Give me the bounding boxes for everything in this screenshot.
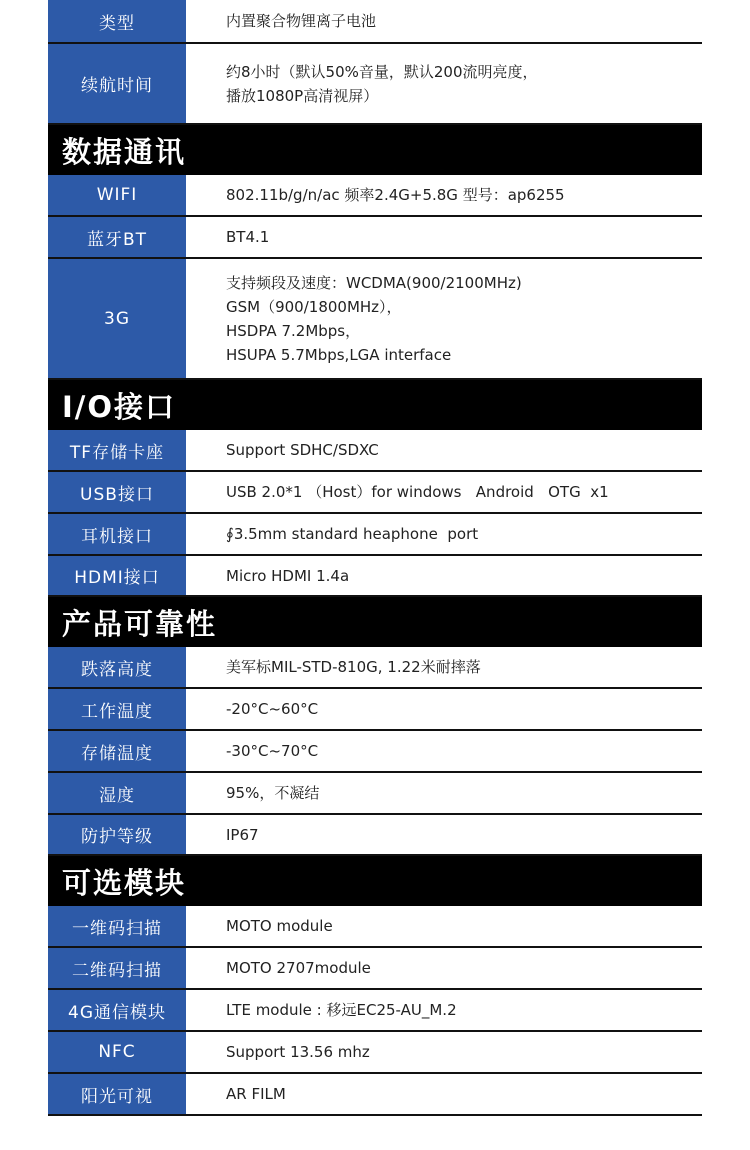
spec-label: 续航时间 [48,44,188,123]
spec-value [188,1074,702,1114]
spec-value [188,0,702,42]
spec-value [188,990,702,1030]
spec-label: 工作温度 [48,689,188,729]
spec-label: 存储温度 [48,731,188,771]
spec-value [188,430,702,470]
spec-label: 蓝牙BT [48,217,188,257]
spec-value [188,472,702,512]
spec-value-line: GSM（900/1800MHz）， [226,297,402,316]
spec-row-humidity [48,773,702,815]
spec-value-line: -30°C~70°C [226,742,319,760]
spec-value [188,906,702,946]
spec-value-line: 802.11b/g/n/ac 频率2.4G+5.8G 型号：ap6255 [226,186,565,204]
spec-value-line: MOTO module [226,917,333,935]
spec-value [188,175,702,215]
spec-value [188,647,702,687]
section-header-optional-modules: 可选模块 [48,856,702,906]
spec-value-line: MOTO 2707module [226,959,371,977]
spec-value [188,815,702,854]
spec-value-line: BT4.1 [226,228,270,246]
spec-label: 防护等级 [48,815,188,854]
spec-value [188,948,702,988]
spec-sheet [48,0,702,1116]
spec-value-line: 95%，不凝结 [226,784,320,802]
spec-label: USB接口 [48,472,188,512]
spec-value [188,773,702,813]
spec-value-line: 内置聚合物锂离子电池 [226,12,377,30]
spec-value-line: HSUPA 5.7Mbps,LGA interface [226,345,452,364]
spec-value [188,217,702,257]
section-header-io: I/O接口 [48,380,702,430]
spec-row-1d-scanner [48,906,702,948]
section-header-reliability: 产品可靠性 [48,597,702,647]
spec-value-line: USB 2.0*1 （Host）for windows Android OTG x1 [226,483,609,501]
spec-row-storage-temp [48,731,702,773]
spec-value-line: 播放1080P高清视屏） [226,86,379,105]
spec-row-wifi [48,175,702,217]
spec-value-line: AR FILM [226,1085,286,1103]
spec-label: 3G [48,259,188,378]
spec-value [188,1032,702,1072]
spec-label: WIFI [48,175,188,215]
spec-value [188,44,702,123]
spec-value-line: -20°C~60°C [226,700,319,718]
spec-value-line: Support 13.56 mhz [226,1043,370,1061]
spec-value-line: Support SDHC/SDXC [226,441,379,459]
spec-value-line: 美军标MIL-STD-810G, 1.22米耐摔落 [226,658,481,676]
spec-label: 湿度 [48,773,188,813]
spec-label: 二维码扫描 [48,948,188,988]
spec-row-usb [48,472,702,514]
spec-value [188,731,702,771]
spec-label: 4G通信模块 [48,990,188,1030]
spec-row-3g [48,259,702,380]
spec-value-line: ∮3.5mm standard heaphone port [226,525,479,543]
spec-row-battery-life [48,44,702,125]
spec-row-operating-temp [48,689,702,731]
spec-label: 阳光可视 [48,1074,188,1114]
spec-row-tf-slot [48,430,702,472]
spec-value [188,514,702,554]
spec-value [188,689,702,729]
spec-label: TF存储卡座 [48,430,188,470]
spec-value [188,556,702,595]
spec-row-headphone [48,514,702,556]
spec-row-bluetooth [48,217,702,259]
spec-value-line: Micro HDMI 1.4a [226,566,350,585]
spec-row-4g-module [48,990,702,1032]
spec-value [188,259,702,378]
spec-row-hdmi [48,556,702,597]
spec-label: 耳机接口 [48,514,188,554]
spec-value-line: 约8小时（默认50%音量，默认200流明亮度， [226,62,538,81]
spec-label: 一维码扫描 [48,906,188,946]
spec-row-nfc [48,1032,702,1074]
spec-value-line: LTE module : 移远EC25-AU_M.2 [226,1001,457,1019]
spec-label: 类型 [48,0,188,42]
section-header-data-comm: 数据通讯 [48,125,702,175]
spec-label: HDMI接口 [48,556,188,595]
spec-value-line: 支持频段及速度：WCDMA(900/2100MHz) [226,273,522,292]
spec-row-2d-scanner [48,948,702,990]
spec-row-drop-height [48,647,702,689]
spec-value-line: HSDPA 7.2Mbps， [226,321,361,340]
spec-row-ingress-protection [48,815,702,856]
spec-label: 跌落高度 [48,647,188,687]
spec-label: NFC [48,1032,188,1072]
spec-row-sunlight-readable [48,1074,702,1116]
spec-row-type [48,0,702,44]
spec-value-line: IP67 [226,825,259,844]
